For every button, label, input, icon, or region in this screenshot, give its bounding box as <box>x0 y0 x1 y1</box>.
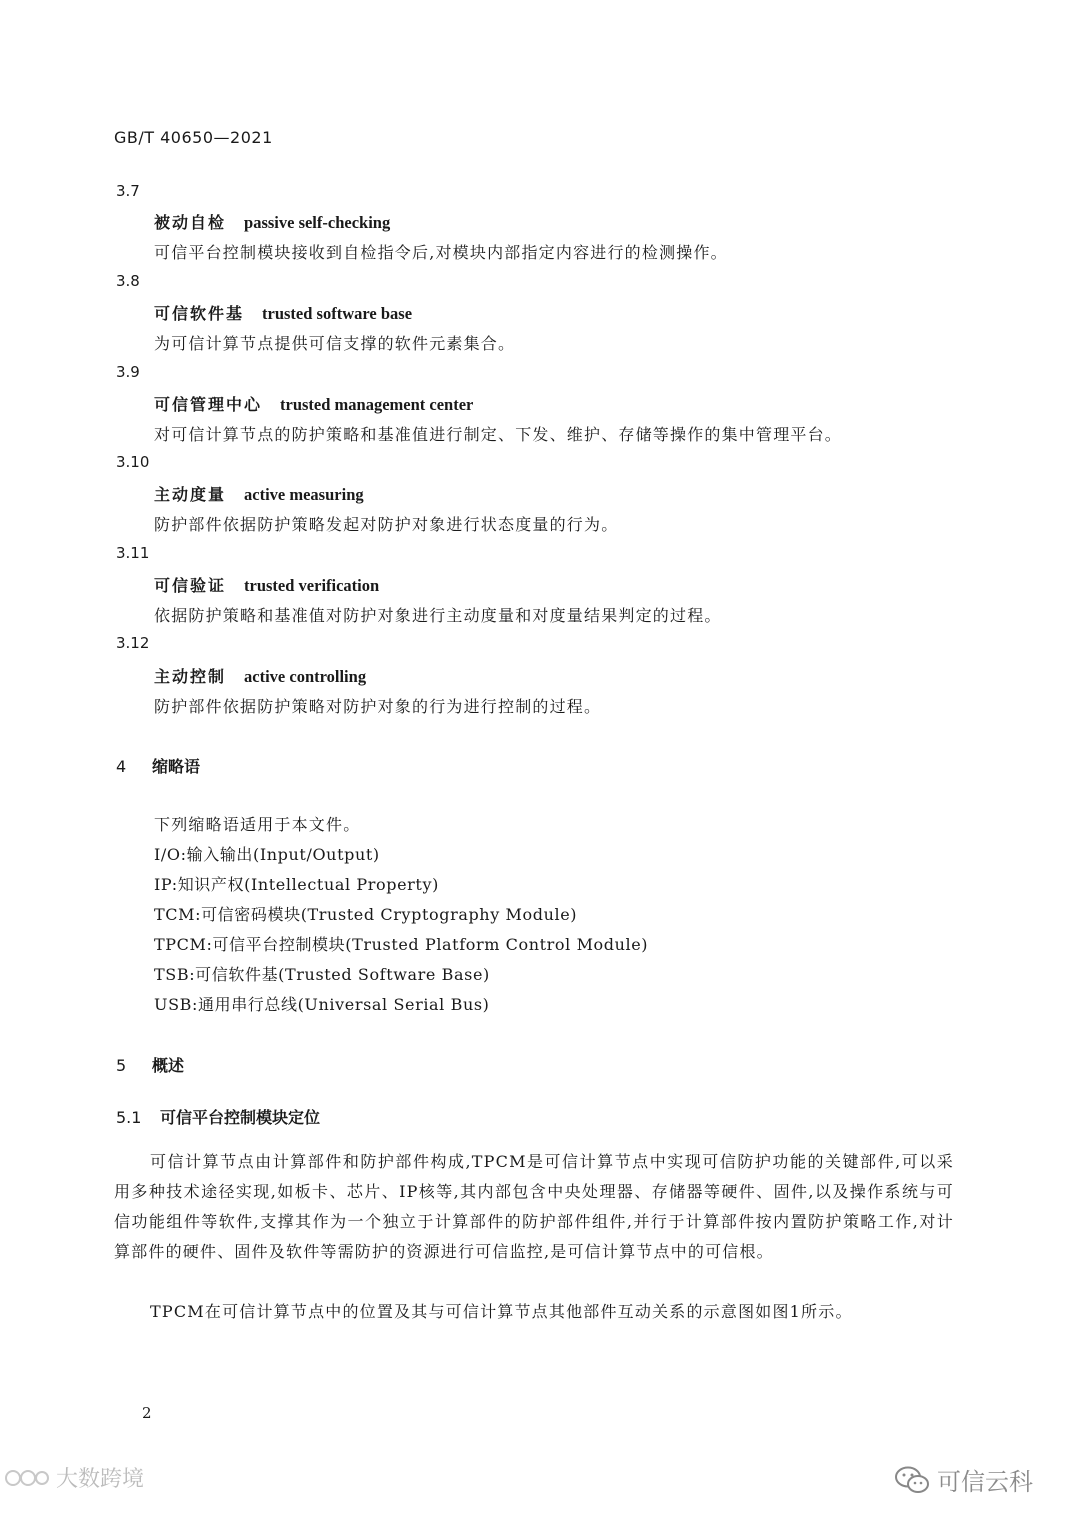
subsection-heading <box>116 1105 320 1128</box>
term-en: active measuring <box>244 485 364 504</box>
term-definition: 依据防护策略和基准值对防护对象进行主动度量和对度量结果判定的过程。 <box>154 606 722 625</box>
section-title: 概述 <box>152 1056 185 1075</box>
body-paragraph: TPCM在可信计算节点中的位置及其与可信计算节点其他部件互动关系的示意图如图1所示。 <box>150 1302 853 1321</box>
section-heading <box>116 1053 184 1076</box>
term-definition: 防护部件依据防护策略发起对防护对象进行状态度量的行为。 <box>154 515 619 534</box>
term-en: passive self-checking <box>244 213 391 232</box>
bilibili-style-logo-icon <box>4 1467 50 1489</box>
term-title <box>154 210 390 233</box>
abbr-item: USB:通用串行总线(Universal Serial Bus) <box>154 995 490 1014</box>
term-zh: 可信管理中心 <box>154 395 263 414</box>
term-definition: 防护部件依据防护策略对防护对象的行为进行控制的过程。 <box>154 697 602 716</box>
term-definition: 对可信计算节点的防护策略和基准值进行制定、下发、维护、存储等操作的集中管理平台。 <box>154 425 843 444</box>
section-number: 5 <box>116 1056 127 1075</box>
abbr-item: IP:知识产权(Intellectual Property) <box>154 875 439 894</box>
term-zh: 可信软件基 <box>154 304 245 323</box>
term-en: trusted management center <box>280 395 474 414</box>
term-number: 3.11 <box>116 544 150 562</box>
term-number: 3.7 <box>116 182 140 200</box>
subsection-number: 5.1 <box>116 1108 142 1127</box>
page-number: 2 <box>142 1404 152 1422</box>
term-zh: 主动控制 <box>154 667 227 686</box>
abbr-item: TPCM:可信平台控制模块(Trusted Platform Control Module) <box>154 935 649 954</box>
abbr-item: I/O:输入输出(Input/Output) <box>154 845 380 864</box>
abbr-item: TCM:可信密码模块(Trusted Cryptography Module) <box>154 905 578 924</box>
watermark-left <box>4 1462 144 1493</box>
term-en: active controlling <box>244 667 367 686</box>
watermark-right-text: 可信云科 <box>937 1468 1033 1496</box>
standard-code: GB/T 40650—2021 <box>114 128 273 147</box>
section-number: 4 <box>116 757 127 776</box>
term-title <box>154 573 379 596</box>
term-definition: 可信平台控制模块接收到自检指令后,对模块内部指定内容进行的检测操作。 <box>154 243 728 262</box>
term-title <box>154 482 364 505</box>
term-zh: 被动自检 <box>154 213 227 232</box>
term-title <box>154 392 473 415</box>
abbr-item: TSB:可信软件基(Trusted Software Base) <box>154 965 490 984</box>
term-number: 3.12 <box>116 634 150 652</box>
body-paragraph: 可信计算节点由计算部件和防护部件构成,TPCM是可信计算节点中实现可信防护功能的关键部件,可以采用多种技术途径实现,如板卡、芯片、IP核等,其内部包含中央处理器、存储器等硬件、固件,以及操作系统与可信功能组件等软件,支撑其作为一个独立于计算部件的防护部件组件,并行于计算部件按内置防护策略工作,对计算部件的硬件、固件及软件等需防护的资源进行可信监控,是可信计算节点中的可信根。 <box>114 1152 954 1261</box>
watermark-left-text: 大数跨境 <box>56 1467 145 1492</box>
wechat-icon <box>895 1466 929 1494</box>
term-zh: 可信验证 <box>154 576 227 595</box>
term-en: trusted verification <box>244 576 380 595</box>
term-number: 3.10 <box>116 453 150 471</box>
subsection-title: 可信平台控制模块定位 <box>160 1108 321 1127</box>
term-number: 3.8 <box>116 272 140 290</box>
term-title <box>154 664 366 687</box>
section-heading <box>116 754 200 777</box>
abbr-intro: 下列缩略语适用于本文件。 <box>154 815 361 834</box>
watermark-right <box>895 1462 1033 1497</box>
term-title <box>154 301 412 324</box>
term-en: trusted software base <box>262 304 413 323</box>
term-number: 3.9 <box>116 363 140 381</box>
term-zh: 主动度量 <box>154 485 227 504</box>
term-definition: 为可信计算节点提供可信支撑的软件元素集合。 <box>154 334 516 353</box>
section-title: 缩略语 <box>152 757 201 776</box>
